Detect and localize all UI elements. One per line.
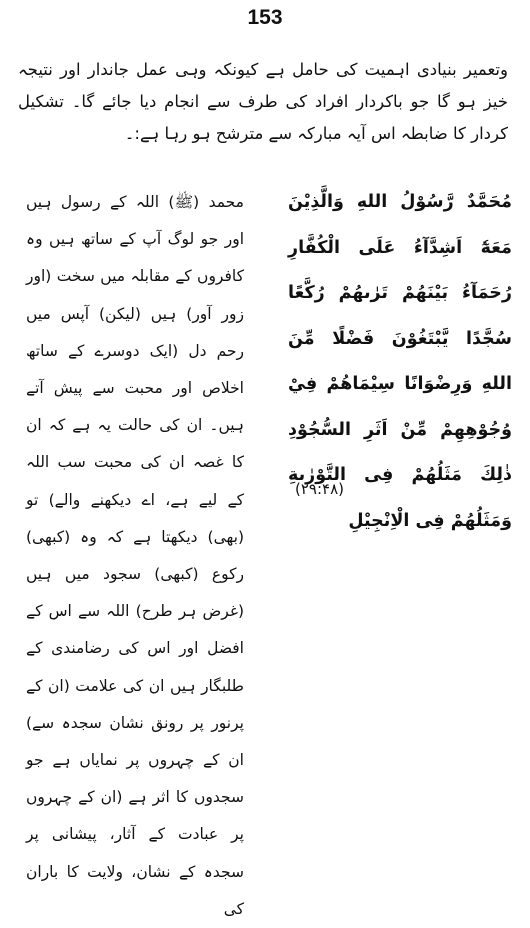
- urdu-translation-column: [26, 184, 244, 928]
- intro-text: وتعمیر بنیادی اہمیت کی حامل ہے کیونکہ وہی عمل جاندار اور نتیجہ خیز ہو گا جو باکردار افراد کی طرف سے انجام دیا جائے گا۔ تشکیل کردار کا ضابطہ اس آیہ مبارکہ سے مترشح ہو رہا ہے:۔: [18, 60, 508, 143]
- arabic-verse: مُحَمَّدٌ رَّسُوْلُ اللهِ وَالَّذِيْنَ مَعَهٗٓ اَشِدَّآءُ عَلَى الْكُفَّارِ رُحَمَآءُ بَيْنَهُمْ تَرٰىهُمْ رُكَّعًا سُجَّدًا يَّبْتَغُوْنَ فَضْلًا مِّنَ اللهِ وَرِضْوَانًا سِيْمَاهُمْ فِيْ وُجُوْهِهِمْ مِّنْ اَثَرِ السُّجُوْدِ ذٰلِكَ مَثَلُهُمْ فِى التَّوْرٰىةِ وَمَثَلُهُمْ فِى الْاِنْجِيْلِ: [288, 192, 512, 531]
- verse-reference: (۲۹:۴۸): [295, 480, 344, 498]
- urdu-translation: محمد (ﷺ) اللہ کے رسول ہیں اور جو لوگ آپ کے ساتھ ہیں وہ کافروں کے مقابلہ میں سخت (اور زور آور) ہیں (لیکن) آپس میں رحم دل (ایک دوسرے کے ساتھ اخلاص اور محبت سے پیش آتے ہیں۔ ان کی حالت یہ ہے کہ ان کا غصہ ان کی محبت سب اللہ کے لیے ہے، اے دیکھنے والے) تو (بھی) دیکھتا ہے کہ وہ (کبھی) رکوع (کبھی) سجود میں ہیں (غرض ہر طرح) اللہ سے اس کے افضل اور اس کی رضامندی کے طلبگار ہیں ان کی علامت (ان کے پرنور پر رونق نشان سجدہ سے) ان کے چہروں پر نمایاں ہے جو سجدوں کا اثر ہے (ان کے چہروں پر عبادت کے آثار، پیشانی پر سجدہ کے نشان، ولایت کا باران کی: [26, 193, 244, 918]
- intro-paragraph: [18, 54, 508, 150]
- page-number: 153: [247, 6, 283, 29]
